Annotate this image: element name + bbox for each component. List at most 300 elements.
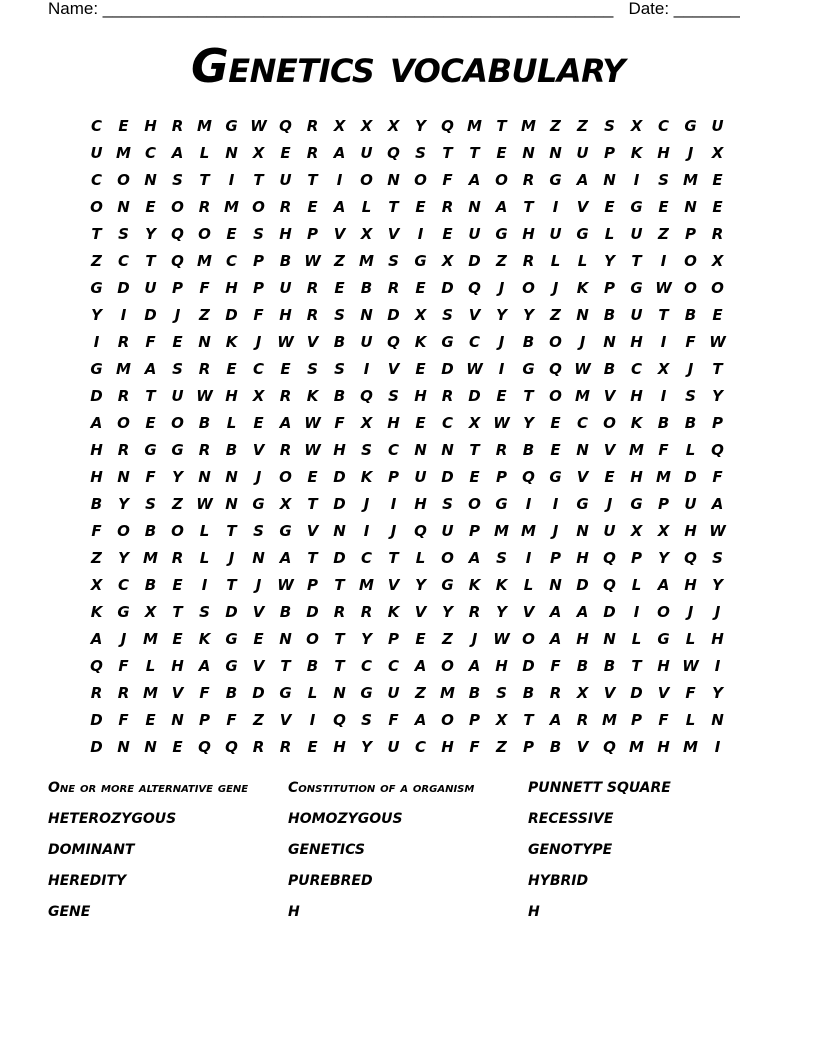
grid-cell[interactable]: N xyxy=(144,738,157,756)
grid-cell[interactable]: X xyxy=(495,711,508,729)
grid-cell[interactable]: S xyxy=(685,387,696,405)
grid-cell[interactable]: G xyxy=(549,468,562,486)
grid-cell[interactable]: P xyxy=(307,576,318,594)
grid-cell[interactable]: Y xyxy=(442,603,453,621)
grid-cell[interactable]: S xyxy=(172,360,183,378)
grid-cell[interactable]: I xyxy=(552,198,559,216)
grid-cell[interactable]: I xyxy=(390,495,397,513)
grid-cell[interactable]: M xyxy=(683,171,698,189)
grid-cell[interactable]: A xyxy=(414,657,427,675)
grid-cell[interactable]: V xyxy=(387,360,400,378)
grid-cell[interactable]: H xyxy=(414,495,427,513)
grid-cell[interactable]: Q xyxy=(387,144,400,162)
grid-cell[interactable]: O xyxy=(252,198,265,216)
grid-cell[interactable]: U xyxy=(360,333,373,351)
grid-cell[interactable]: N xyxy=(468,198,481,216)
grid-cell[interactable]: E xyxy=(469,468,480,486)
grid-cell[interactable]: J xyxy=(228,549,235,567)
grid-cell[interactable]: C xyxy=(441,414,453,432)
grid-cell[interactable]: J xyxy=(120,630,127,648)
grid-cell[interactable]: S xyxy=(199,603,210,621)
grid-cell[interactable]: H xyxy=(414,387,427,405)
grid-cell[interactable]: P xyxy=(631,549,642,567)
grid-cell[interactable]: A xyxy=(171,144,184,162)
grid-cell[interactable]: B xyxy=(144,576,157,594)
grid-cell[interactable]: O xyxy=(468,495,481,513)
grid-cell[interactable]: Q xyxy=(279,117,292,135)
grid-cell[interactable]: G xyxy=(225,117,238,135)
grid-cell[interactable]: L xyxy=(550,252,561,270)
grid-cell[interactable]: N xyxy=(441,441,454,459)
grid-cell[interactable]: T xyxy=(523,198,534,216)
grid-cell[interactable]: H xyxy=(90,468,103,486)
grid-cell[interactable]: Y xyxy=(361,738,372,756)
grid-cell[interactable]: N xyxy=(117,468,130,486)
grid-cell[interactable]: N xyxy=(522,144,535,162)
grid-cell[interactable]: Y xyxy=(712,387,723,405)
grid-cell[interactable]: T xyxy=(388,549,399,567)
grid-cell[interactable]: A xyxy=(495,198,508,216)
grid-cell[interactable]: D xyxy=(603,603,616,621)
grid-cell[interactable]: A xyxy=(549,630,562,648)
grid-cell[interactable]: A xyxy=(90,630,103,648)
grid-cell[interactable]: O xyxy=(441,549,454,567)
grid-cell[interactable]: V xyxy=(252,657,265,675)
grid-cell[interactable]: N xyxy=(576,306,589,324)
grid-cell[interactable]: C xyxy=(387,441,399,459)
grid-cell[interactable]: R xyxy=(576,711,589,729)
grid-cell[interactable]: R xyxy=(495,441,508,459)
grid-cell[interactable]: R xyxy=(441,387,454,405)
grid-cell[interactable]: A xyxy=(468,171,481,189)
grid-cell[interactable]: G xyxy=(441,576,454,594)
grid-cell[interactable]: I xyxy=(309,711,316,729)
grid-cell[interactable]: U xyxy=(603,522,616,540)
grid-cell[interactable]: J xyxy=(390,522,397,540)
grid-cell[interactable]: E xyxy=(307,738,318,756)
grid-cell[interactable]: P xyxy=(712,414,723,432)
grid-cell[interactable]: W xyxy=(277,576,294,594)
grid-cell[interactable]: A xyxy=(333,144,346,162)
grid-cell[interactable]: S xyxy=(388,252,399,270)
grid-cell[interactable]: P xyxy=(469,711,480,729)
grid-cell[interactable]: E xyxy=(280,144,291,162)
grid-cell[interactable]: G xyxy=(225,657,238,675)
grid-cell[interactable]: R xyxy=(387,279,400,297)
grid-cell[interactable]: M xyxy=(143,684,158,702)
grid-cell[interactable]: Q xyxy=(684,549,697,567)
grid-cell[interactable]: F xyxy=(712,468,723,486)
grid-cell[interactable]: Y xyxy=(523,414,534,432)
grid-cell[interactable]: G xyxy=(630,198,643,216)
grid-cell[interactable]: H xyxy=(279,306,292,324)
grid-cell[interactable]: Y xyxy=(172,468,183,486)
grid-cell[interactable]: H xyxy=(387,414,400,432)
grid-cell[interactable]: P xyxy=(631,711,642,729)
grid-cell[interactable]: N xyxy=(414,441,427,459)
grid-cell[interactable]: E xyxy=(658,198,669,216)
grid-cell[interactable]: D xyxy=(333,495,346,513)
grid-cell[interactable]: Z xyxy=(91,252,102,270)
grid-cell[interactable]: H xyxy=(333,738,346,756)
grid-cell[interactable]: I xyxy=(363,522,370,540)
grid-cell[interactable]: K xyxy=(306,387,319,405)
grid-cell[interactable]: S xyxy=(604,117,615,135)
grid-cell[interactable]: F xyxy=(685,333,696,351)
grid-cell[interactable]: S xyxy=(253,522,264,540)
grid-cell[interactable]: M xyxy=(575,387,590,405)
grid-cell[interactable]: B xyxy=(468,684,481,702)
grid-cell[interactable]: B xyxy=(360,279,373,297)
grid-cell[interactable]: T xyxy=(253,171,264,189)
grid-cell[interactable]: W xyxy=(682,657,699,675)
grid-cell[interactable]: M xyxy=(629,738,644,756)
grid-cell[interactable]: L xyxy=(685,711,696,729)
grid-cell[interactable]: C xyxy=(252,360,264,378)
grid-cell[interactable]: T xyxy=(334,576,345,594)
grid-cell[interactable]: G xyxy=(252,495,265,513)
grid-cell[interactable]: N xyxy=(711,711,724,729)
grid-cell[interactable]: Y xyxy=(604,252,615,270)
grid-cell[interactable]: X xyxy=(576,684,589,702)
grid-cell[interactable]: V xyxy=(252,603,265,621)
grid-cell[interactable]: H xyxy=(279,225,292,243)
grid-cell[interactable]: H xyxy=(630,387,643,405)
grid-cell[interactable]: A xyxy=(468,549,481,567)
grid-cell[interactable]: L xyxy=(631,630,642,648)
grid-cell[interactable]: A xyxy=(279,549,292,567)
grid-cell[interactable]: X xyxy=(657,522,670,540)
grid-cell[interactable]: P xyxy=(199,711,210,729)
grid-cell[interactable]: G xyxy=(576,225,589,243)
grid-cell[interactable]: Z xyxy=(334,252,345,270)
grid-cell[interactable]: I xyxy=(633,603,640,621)
grid-cell[interactable]: D xyxy=(441,279,454,297)
grid-cell[interactable]: U xyxy=(90,144,103,162)
grid-cell[interactable]: B xyxy=(684,306,697,324)
grid-cell[interactable]: M xyxy=(440,684,455,702)
grid-cell[interactable]: P xyxy=(604,144,615,162)
grid-cell[interactable]: A xyxy=(549,711,562,729)
grid-cell[interactable]: X xyxy=(279,495,292,513)
grid-cell[interactable]: M xyxy=(467,117,482,135)
grid-cell[interactable]: E xyxy=(712,306,723,324)
grid-cell[interactable]: R xyxy=(252,738,265,756)
grid-cell[interactable]: X xyxy=(90,576,103,594)
grid-cell[interactable]: T xyxy=(523,387,534,405)
grid-cell[interactable]: O xyxy=(306,630,319,648)
grid-cell[interactable]: T xyxy=(199,171,210,189)
grid-cell[interactable]: U xyxy=(279,279,292,297)
grid-cell[interactable]: I xyxy=(660,252,667,270)
grid-cell[interactable]: U xyxy=(171,387,184,405)
grid-cell[interactable]: B xyxy=(144,522,157,540)
grid-cell[interactable]: E xyxy=(442,225,453,243)
grid-cell[interactable]: V xyxy=(603,684,616,702)
grid-cell[interactable]: H xyxy=(657,738,670,756)
grid-cell[interactable]: R xyxy=(171,549,184,567)
grid-cell[interactable]: P xyxy=(307,225,318,243)
date-field[interactable]: Date: _______ xyxy=(628,0,740,18)
grid-cell[interactable]: A xyxy=(333,198,346,216)
grid-cell[interactable]: V xyxy=(522,603,535,621)
grid-cell[interactable]: E xyxy=(172,738,183,756)
grid-cell[interactable]: Y xyxy=(496,306,507,324)
grid-cell[interactable]: B xyxy=(90,495,103,513)
grid-cell[interactable]: D xyxy=(333,549,346,567)
grid-cell[interactable]: J xyxy=(255,333,262,351)
grid-cell[interactable]: J xyxy=(255,576,262,594)
grid-cell[interactable]: W xyxy=(709,522,726,540)
grid-cell[interactable]: I xyxy=(363,360,370,378)
grid-cell[interactable]: I xyxy=(525,495,532,513)
grid-cell[interactable]: A xyxy=(576,603,589,621)
grid-cell[interactable]: F xyxy=(145,468,156,486)
grid-cell[interactable]: Q xyxy=(90,657,103,675)
grid-cell[interactable]: Y xyxy=(91,306,102,324)
grid-cell[interactable]: S xyxy=(307,360,318,378)
grid-cell[interactable]: L xyxy=(604,225,615,243)
grid-cell[interactable]: V xyxy=(387,576,400,594)
grid-cell[interactable]: Y xyxy=(361,630,372,648)
grid-cell[interactable]: V xyxy=(333,225,346,243)
grid-cell[interactable]: B xyxy=(603,360,616,378)
grid-cell[interactable]: A xyxy=(468,657,481,675)
grid-cell[interactable]: G xyxy=(144,441,157,459)
grid-cell[interactable]: N xyxy=(333,522,346,540)
grid-cell[interactable]: Z xyxy=(496,738,507,756)
grid-cell[interactable]: T xyxy=(631,252,642,270)
grid-cell[interactable]: G xyxy=(495,225,508,243)
grid-cell[interactable]: B xyxy=(225,441,238,459)
grid-cell[interactable]: L xyxy=(199,549,210,567)
grid-cell[interactable]: L xyxy=(523,576,534,594)
grid-cell[interactable]: X xyxy=(252,387,265,405)
grid-cell[interactable]: J xyxy=(552,522,559,540)
grid-cell[interactable]: S xyxy=(658,171,669,189)
grid-cell[interactable]: W xyxy=(196,387,213,405)
grid-cell[interactable]: E xyxy=(307,198,318,216)
grid-cell[interactable]: D xyxy=(225,603,238,621)
grid-cell[interactable]: B xyxy=(603,306,616,324)
grid-cell[interactable]: R xyxy=(711,225,724,243)
grid-cell[interactable]: R xyxy=(360,603,373,621)
grid-cell[interactable]: I xyxy=(498,360,505,378)
grid-cell[interactable]: P xyxy=(388,468,399,486)
grid-cell[interactable]: C xyxy=(630,360,642,378)
grid-cell[interactable]: C xyxy=(117,252,129,270)
grid-cell[interactable]: W xyxy=(655,279,672,297)
grid-cell[interactable]: J xyxy=(687,603,694,621)
grid-cell[interactable]: I xyxy=(552,495,559,513)
grid-cell[interactable]: T xyxy=(712,360,723,378)
grid-cell[interactable]: E xyxy=(172,576,183,594)
grid-cell[interactable]: K xyxy=(495,576,508,594)
grid-cell[interactable]: S xyxy=(712,549,723,567)
grid-cell[interactable]: P xyxy=(658,495,669,513)
grid-cell[interactable]: G xyxy=(495,495,508,513)
grid-cell[interactable]: Q xyxy=(549,360,562,378)
grid-cell[interactable]: Z xyxy=(91,549,102,567)
grid-cell[interactable]: J xyxy=(363,495,370,513)
grid-cell[interactable]: Q xyxy=(603,576,616,594)
grid-cell[interactable]: B xyxy=(603,657,616,675)
grid-cell[interactable]: E xyxy=(172,333,183,351)
grid-cell[interactable]: R xyxy=(522,252,535,270)
grid-cell[interactable]: P xyxy=(523,738,534,756)
grid-cell[interactable]: G xyxy=(117,603,130,621)
grid-cell[interactable]: S xyxy=(172,171,183,189)
grid-cell[interactable]: T xyxy=(145,387,156,405)
grid-cell[interactable]: S xyxy=(415,144,426,162)
grid-cell[interactable]: D xyxy=(441,360,454,378)
grid-cell[interactable]: G xyxy=(576,495,589,513)
grid-cell[interactable]: B xyxy=(198,414,211,432)
grid-cell[interactable]: U xyxy=(144,279,157,297)
grid-cell[interactable]: O xyxy=(198,225,211,243)
grid-cell[interactable]: T xyxy=(307,549,318,567)
grid-cell[interactable]: M xyxy=(359,576,374,594)
grid-cell[interactable]: E xyxy=(415,360,426,378)
grid-cell[interactable]: L xyxy=(361,198,372,216)
grid-cell[interactable]: V xyxy=(306,333,319,351)
grid-cell[interactable]: V xyxy=(171,684,184,702)
grid-cell[interactable]: Z xyxy=(658,225,669,243)
grid-cell[interactable]: N xyxy=(333,684,346,702)
grid-cell[interactable]: S xyxy=(496,549,507,567)
grid-cell[interactable]: R xyxy=(198,360,211,378)
grid-cell[interactable]: N xyxy=(279,630,292,648)
grid-cell[interactable]: R xyxy=(117,684,130,702)
grid-cell[interactable]: K xyxy=(630,144,643,162)
grid-cell[interactable]: J xyxy=(714,603,721,621)
grid-cell[interactable]: F xyxy=(550,657,561,675)
grid-cell[interactable]: D xyxy=(468,387,481,405)
grid-cell[interactable]: I xyxy=(714,657,721,675)
grid-cell[interactable]: D xyxy=(684,468,697,486)
grid-cell[interactable]: F xyxy=(253,306,264,324)
grid-cell[interactable]: R xyxy=(279,387,292,405)
grid-cell[interactable]: Y xyxy=(712,684,723,702)
grid-cell[interactable]: X xyxy=(711,144,724,162)
grid-cell[interactable]: C xyxy=(360,657,372,675)
grid-cell[interactable]: H xyxy=(225,387,238,405)
grid-cell[interactable]: Y xyxy=(712,576,723,594)
grid-cell[interactable]: T xyxy=(334,630,345,648)
grid-cell[interactable]: Q xyxy=(522,468,535,486)
grid-cell[interactable]: P xyxy=(469,522,480,540)
grid-cell[interactable]: X xyxy=(441,252,454,270)
grid-cell[interactable]: V xyxy=(279,711,292,729)
grid-cell[interactable]: A xyxy=(576,171,589,189)
grid-cell[interactable]: Y xyxy=(415,576,426,594)
grid-cell[interactable]: O xyxy=(117,522,130,540)
grid-cell[interactable]: E xyxy=(145,711,156,729)
grid-cell[interactable]: M xyxy=(683,738,698,756)
grid-cell[interactable]: E xyxy=(712,198,723,216)
grid-cell[interactable]: G xyxy=(630,495,643,513)
grid-cell[interactable]: W xyxy=(493,414,510,432)
grid-cell[interactable]: J xyxy=(498,279,505,297)
grid-cell[interactable]: J xyxy=(687,144,694,162)
grid-cell[interactable]: T xyxy=(442,144,453,162)
grid-cell[interactable]: R xyxy=(198,198,211,216)
grid-cell[interactable]: M xyxy=(224,198,239,216)
grid-cell[interactable]: R xyxy=(306,279,319,297)
grid-cell[interactable]: G xyxy=(630,279,643,297)
grid-cell[interactable]: F xyxy=(145,333,156,351)
grid-cell[interactable]: I xyxy=(417,225,424,243)
grid-cell[interactable]: N xyxy=(387,171,400,189)
grid-cell[interactable]: F xyxy=(334,414,345,432)
grid-cell[interactable]: E xyxy=(550,441,561,459)
grid-cell[interactable]: W xyxy=(709,333,726,351)
grid-cell[interactable]: W xyxy=(466,360,483,378)
grid-cell[interactable]: U xyxy=(711,117,724,135)
grid-cell[interactable]: C xyxy=(117,576,129,594)
grid-cell[interactable]: X xyxy=(414,306,427,324)
grid-cell[interactable]: I xyxy=(93,333,100,351)
grid-cell[interactable]: M xyxy=(359,252,374,270)
grid-cell[interactable]: N xyxy=(576,441,589,459)
grid-cell[interactable]: E xyxy=(604,468,615,486)
grid-cell[interactable]: B xyxy=(549,738,562,756)
grid-cell[interactable]: T xyxy=(658,306,669,324)
grid-cell[interactable]: U xyxy=(630,306,643,324)
grid-cell[interactable]: G xyxy=(171,441,184,459)
grid-cell[interactable]: Q xyxy=(360,387,373,405)
grid-cell[interactable]: X xyxy=(144,603,157,621)
grid-cell[interactable]: K xyxy=(630,414,643,432)
grid-cell[interactable]: Z xyxy=(253,711,264,729)
grid-cell[interactable]: C xyxy=(414,738,426,756)
grid-cell[interactable]: M xyxy=(143,549,158,567)
grid-cell[interactable]: P xyxy=(388,630,399,648)
grid-cell[interactable]: T xyxy=(226,576,237,594)
grid-cell[interactable]: F xyxy=(658,711,669,729)
grid-cell[interactable]: X xyxy=(630,522,643,540)
grid-cell[interactable]: V xyxy=(576,198,589,216)
grid-cell[interactable]: X xyxy=(630,117,643,135)
grid-cell[interactable]: G xyxy=(522,360,535,378)
grid-cell[interactable]: Y xyxy=(118,549,129,567)
grid-cell[interactable]: F xyxy=(118,657,129,675)
grid-cell[interactable]: O xyxy=(522,630,535,648)
grid-cell[interactable]: M xyxy=(197,252,212,270)
grid-cell[interactable]: T xyxy=(469,144,480,162)
grid-cell[interactable]: T xyxy=(91,225,102,243)
grid-cell[interactable]: J xyxy=(255,468,262,486)
grid-cell[interactable]: E xyxy=(415,414,426,432)
grid-cell[interactable]: U xyxy=(684,495,697,513)
grid-cell[interactable]: Q xyxy=(603,738,616,756)
grid-cell[interactable]: E xyxy=(226,225,237,243)
grid-cell[interactable]: T xyxy=(307,171,318,189)
grid-cell[interactable]: B xyxy=(657,414,670,432)
grid-cell[interactable]: D xyxy=(225,306,238,324)
grid-cell[interactable]: Y xyxy=(415,117,426,135)
grid-cell[interactable]: W xyxy=(304,414,321,432)
grid-cell[interactable]: R xyxy=(279,198,292,216)
grid-cell[interactable]: E xyxy=(550,414,561,432)
grid-cell[interactable]: D xyxy=(522,657,535,675)
grid-cell[interactable]: N xyxy=(117,738,130,756)
grid-cell[interactable]: X xyxy=(711,252,724,270)
grid-cell[interactable]: B xyxy=(279,603,292,621)
grid-cell[interactable]: J xyxy=(471,630,478,648)
grid-cell[interactable]: Y xyxy=(496,603,507,621)
grid-cell[interactable]: P xyxy=(172,279,183,297)
